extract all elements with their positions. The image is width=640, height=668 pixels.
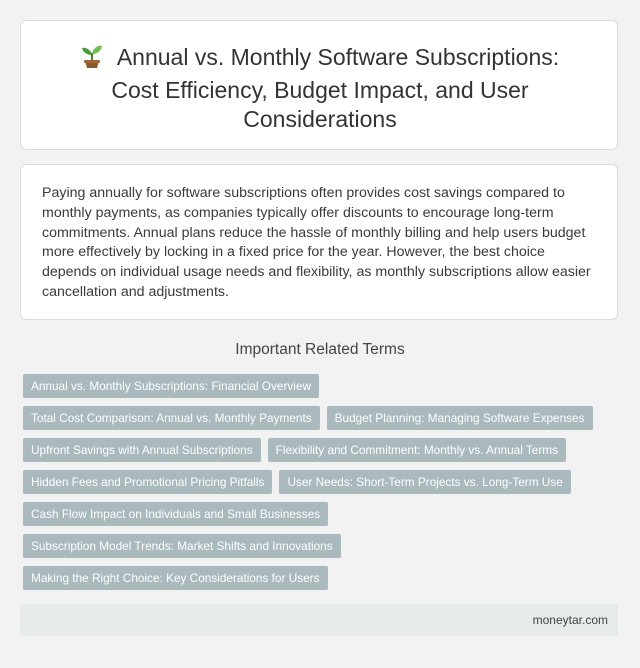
- page-title: [21, 43, 619, 134]
- term-tag[interactable]: Budget Planning: Managing Software Expenses: [327, 406, 593, 430]
- term-tag[interactable]: Cash Flow Impact on Individuals and Small Businesses: [23, 502, 328, 526]
- footer-site-link[interactable]: moneytar.com: [532, 613, 608, 627]
- related-terms-heading: Important Related Terms: [235, 341, 405, 358]
- sprout-icon: [81, 43, 103, 76]
- term-tag[interactable]: Total Cost Comparison: Annual vs. Monthly Payments: [23, 406, 320, 430]
- term-tag[interactable]: User Needs: Short-Term Projects vs. Long-Term Use: [279, 470, 570, 494]
- summary-text: Paying annually for software subscriptions often provides cost savings compared to monthly payments, as companies typically offer discounts to encourage long-term commitments. Annual plans reduce the hassle of monthly billing and help users budget more effectively by locking in a fixed price for the year. However, the best choice depends on individual usage needs and flexibility, as monthly subscriptions allow easier cancellation and adjustments.: [42, 185, 591, 300]
- title-line-3: Considerations: [243, 106, 397, 132]
- title-line-1: Annual vs. Monthly Software Subscriptions:: [116, 44, 560, 70]
- term-tag[interactable]: Upfront Savings with Annual Subscriptions: [23, 438, 261, 462]
- title-line-2: Cost Efficiency, Budget Impact, and User: [111, 77, 529, 103]
- title-card: [20, 20, 618, 150]
- term-tag[interactable]: Subscription Model Trends: Market Shifts and Innovations: [23, 534, 341, 558]
- term-tag[interactable]: Hidden Fees and Promotional Pricing Pitfalls: [23, 470, 272, 494]
- term-tag[interactable]: Flexibility and Commitment: Monthly vs. Annual Terms: [268, 438, 566, 462]
- term-tag[interactable]: Making the Right Choice: Key Considerations for Users: [23, 566, 328, 590]
- footer: [20, 604, 618, 636]
- term-tag[interactable]: Annual vs. Monthly Subscriptions: Financial Overview: [23, 374, 319, 398]
- summary-card: [20, 164, 618, 320]
- related-terms-list: [23, 374, 623, 598]
